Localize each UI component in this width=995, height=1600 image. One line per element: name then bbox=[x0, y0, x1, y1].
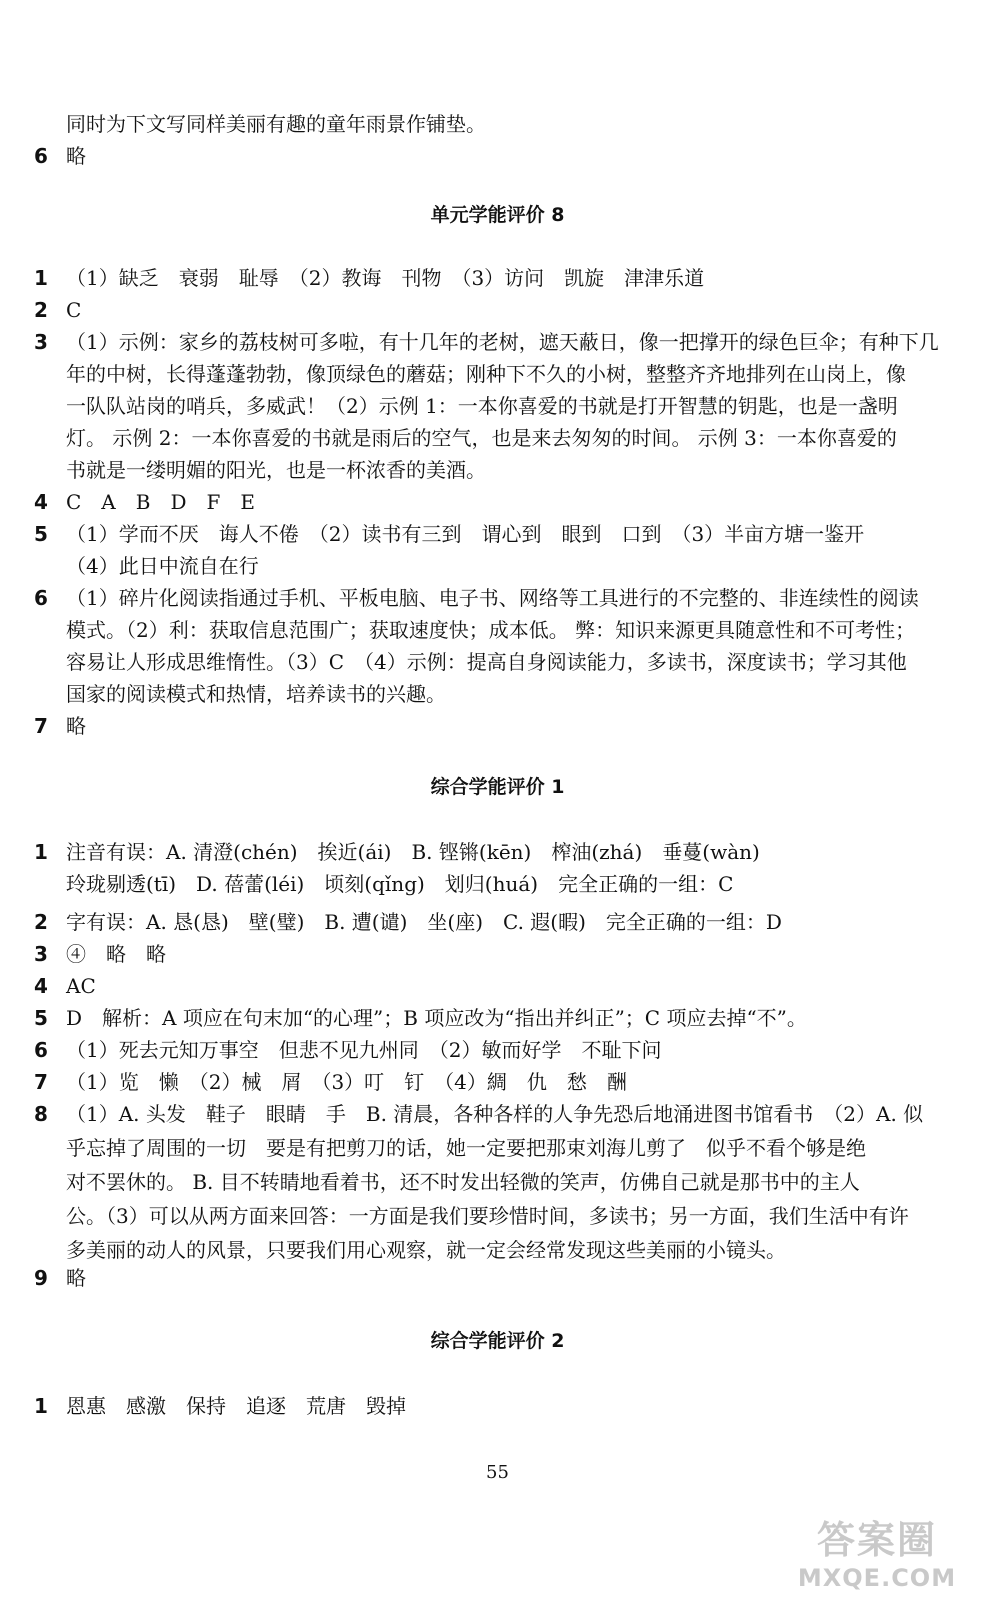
item-number: 8 bbox=[34, 1102, 48, 1126]
item-text: 乎忘掉了周围的一切 要是有把剪刀的话，她一定要把那束刘海儿剪了 似乎不看个够是绝 bbox=[66, 1136, 866, 1160]
item-text: C bbox=[66, 298, 82, 322]
item-text: 国家的阅读模式和热情，培养读书的兴趣。 bbox=[66, 682, 446, 706]
section-heading-unit-8: 单元学能评价 8 bbox=[430, 204, 565, 226]
item-number: 1 bbox=[34, 266, 48, 290]
item-text: （1）示例：家乡的荔枝树可多啦，有十几年的老树，遮天蔽日，像一把撑开的绿色巨伞；有种下几 bbox=[66, 330, 939, 354]
item-text: （1）学而不厌 诲人不倦 （2）读书有三到 谓心到 眼到 口到 （3）半亩方塘一鉴开 bbox=[66, 522, 865, 546]
item-text: 略 bbox=[66, 1266, 86, 1290]
item-number: 5 bbox=[34, 1006, 48, 1030]
item-text: 玲珑剔透(tī) D. 蓓蕾(léi) 顷刻(qǐng) 划归(huá) 完全正确的一组：C bbox=[66, 872, 734, 896]
watermark-logo bbox=[777, 1510, 977, 1590]
item-text: 字有误：A. 恳(恳) 壁(璧) B. 遭(谴) 坐(座) C. 遐(暇) 完全正确的一组：D bbox=[66, 910, 782, 934]
item-text: 公。（3）可以从两方面来回答：一方面是我们要珍惜时间，多读书；另一方面，我们生活中有许 bbox=[66, 1204, 909, 1228]
item-text: （1）缺乏 衰弱 耻辱 （2）教诲 刊物 （3）访问 凯旋 津津乐道 bbox=[66, 266, 705, 290]
section-heading-comprehensive-2: 综合学能评价 2 bbox=[430, 1330, 565, 1352]
section-heading-comprehensive-1: 综合学能评价 1 bbox=[430, 776, 565, 798]
item-number: 3 bbox=[34, 330, 48, 354]
item-text: 多美丽的动人的风景，只要我们用心观察，就一定会经常发现这些美丽的小镜头。 bbox=[66, 1238, 786, 1262]
item-number: 6 bbox=[34, 1038, 48, 1062]
item-text: 恩惠 感激 保持 追逐 荒唐 毁掉 bbox=[66, 1394, 406, 1418]
item-number: 5 bbox=[34, 522, 48, 546]
item-number: 2 bbox=[34, 298, 48, 322]
watermark-title: 答案圈 bbox=[816, 1517, 937, 1562]
item-text: （1）死去元知万事空 但悲不见九州同 （2）敏而好学 不耻下问 bbox=[66, 1038, 662, 1062]
item-number: 6 bbox=[34, 586, 48, 610]
item-number: 6 bbox=[34, 144, 48, 168]
item-text: （1）A. 头发 鞋子 眼睛 手 B. 清晨，各种各样的人争先恐后地涌进图书馆看书 （2）A. 似 bbox=[66, 1102, 924, 1126]
item-text: 对不罢休的。 B. 目不转睛地看着书，还不时发出轻微的笑声，仿佛自己就是那书中的主人 bbox=[66, 1170, 860, 1194]
item-text: 模式。（2）利：获取信息范围广；获取速度快；成本低。 弊：知识来源更具随意性和不可考性； bbox=[66, 618, 916, 642]
item-text: （1）碎片化阅读指通过手机、平板电脑、电子书、网络等工具进行的不完整的、非连续性的阅读 bbox=[66, 586, 919, 610]
item-number: 2 bbox=[34, 910, 48, 934]
item-text: ④ 略 略 bbox=[66, 942, 166, 966]
item-text: 灯。 示例 2：一本你喜爱的书就是雨后的空气，也是来去匆匆的时间。 示例 3：一本你喜爱的 bbox=[66, 426, 897, 450]
item-text: 一队队站岗的哨兵，多威武！（2）示例 1：一本你喜爱的书就是打开智慧的钥匙，也是一盏明 bbox=[66, 394, 898, 418]
item-number: 7 bbox=[34, 1070, 48, 1094]
item-number: 9 bbox=[34, 1266, 48, 1290]
item-number: 4 bbox=[34, 974, 48, 998]
item-number: 1 bbox=[34, 840, 48, 864]
item-text: AC bbox=[66, 974, 96, 998]
page-number: 55 bbox=[486, 1462, 509, 1483]
item-text: （1）览 懒 （2）械 屑 （3）叮 钉 （4）綢 仇 愁 酬 bbox=[66, 1070, 627, 1094]
item-text: 年的中树，长得蓬蓬勃勃，像顶绿色的蘑菇；刚种下不久的小树，整整齐齐地排列在山岗上，像 bbox=[66, 362, 906, 386]
item-text: C A B D F E bbox=[66, 490, 255, 514]
continuation-text: 同时为下文写同样美丽有趣的童年雨景作铺垫。 bbox=[66, 112, 486, 136]
item-text: 注音有误：A. 清澄(chén) 挨近(ái) B. 铿锵(kēn) 榨油(zhá) 垂蔓(wàn) bbox=[66, 840, 760, 864]
item-text: 容易让人形成思维惰性。（3）C （4）示例：提高自身阅读能力，多读书，深度读书；学习其他 bbox=[66, 650, 907, 674]
item-text: 略 bbox=[66, 714, 86, 738]
item-text: D 解析：A 项应在句末加“的心理”；B 项应改为“指出并纠正”；C 项应去掉“不”。 bbox=[66, 1006, 807, 1030]
watermark-url: MXQE.COM bbox=[797, 1563, 957, 1592]
item-text: （4）此日中流自在行 bbox=[66, 554, 259, 578]
item-number: 7 bbox=[34, 714, 48, 738]
item-text: 书就是一缕明媚的阳光，也是一杯浓香的美酒。 bbox=[66, 458, 486, 482]
item-number: 4 bbox=[34, 490, 48, 514]
item-number: 1 bbox=[34, 1394, 48, 1418]
item-number: 3 bbox=[34, 942, 48, 966]
item-text: 略 bbox=[66, 144, 86, 168]
